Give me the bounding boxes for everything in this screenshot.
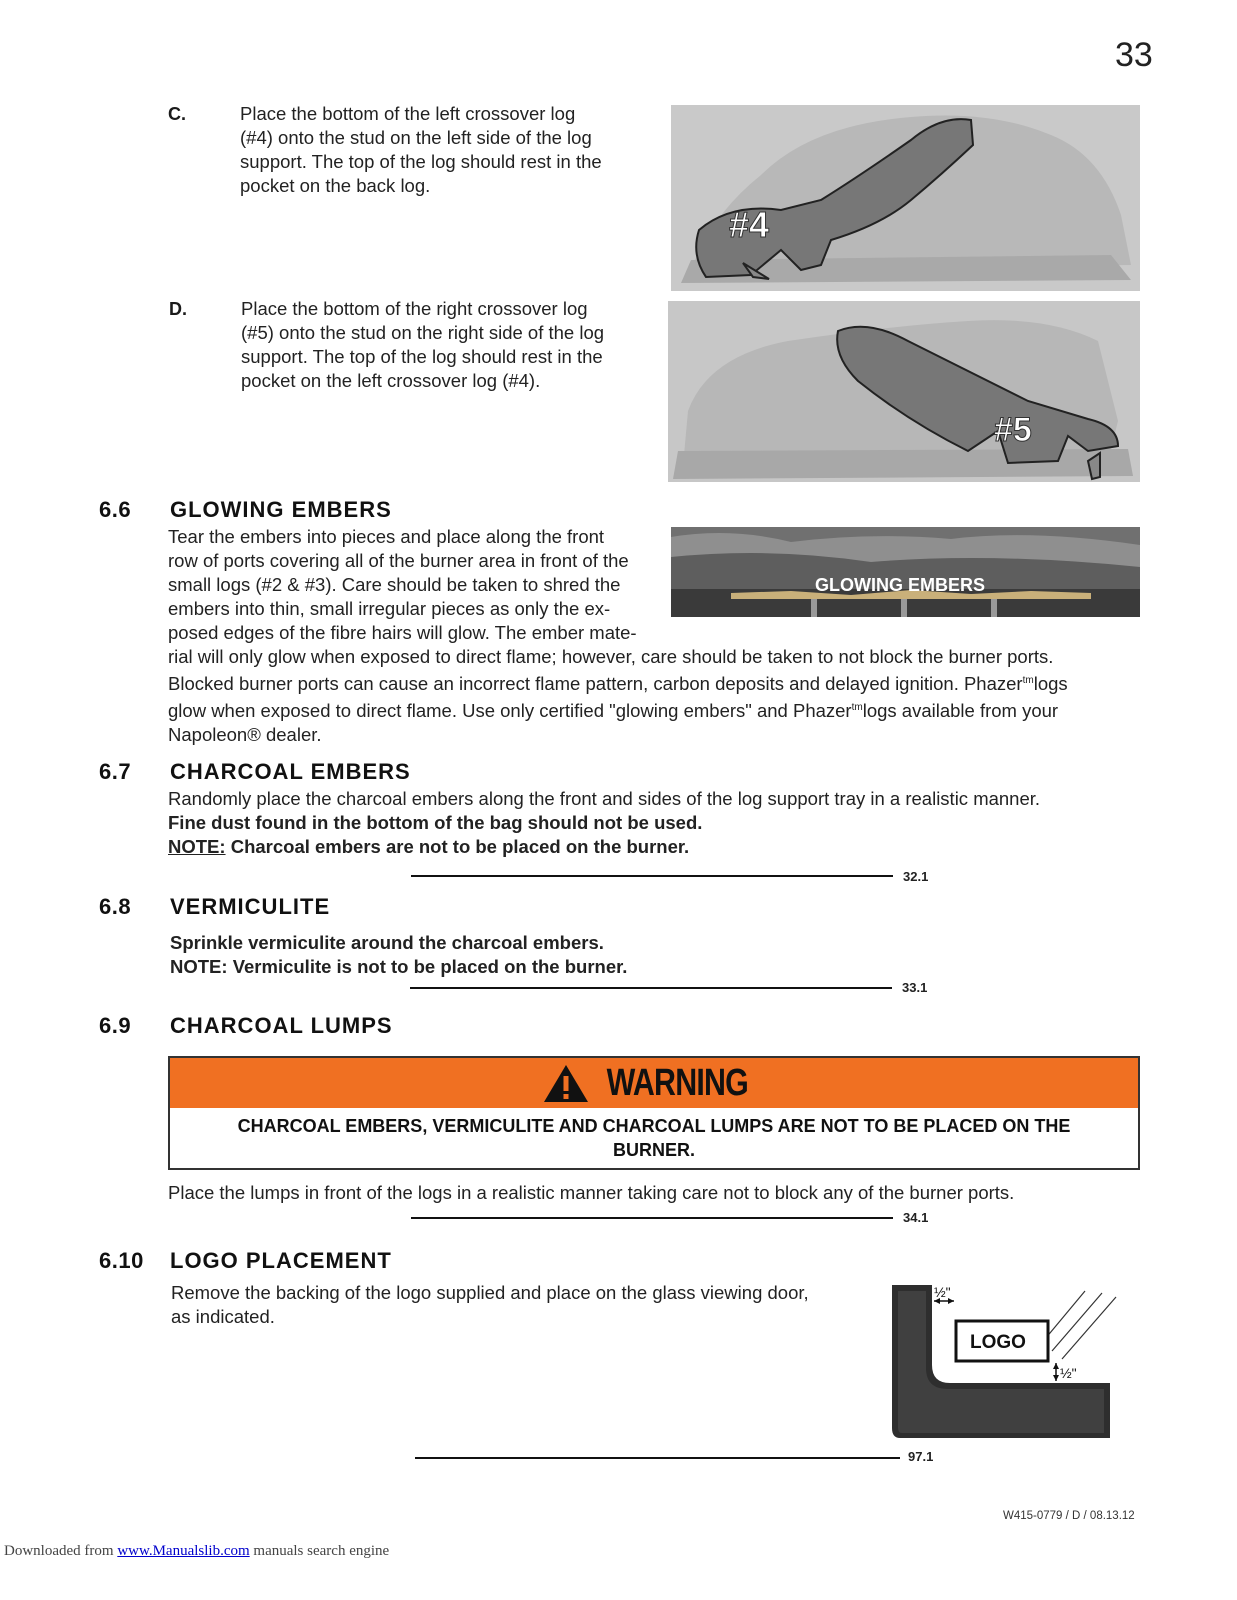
section-6-7-body <box>168 787 1168 859</box>
text-line: BURNER. <box>612 1140 695 1160</box>
step-c-letter: C. <box>168 104 186 124</box>
step-d-line: support. The top of the log should rest in the <box>241 346 603 367</box>
section-6-10-title: LOGO PLACEMENT <box>170 1248 392 1273</box>
reference-number: 33.1 <box>902 980 928 995</box>
reference-number: 97.1 <box>908 1449 934 1464</box>
text-line: rial will only glow when exposed to direct flame; however, care should be taken to not block the burner ports. <box>168 646 1054 667</box>
warning-header <box>170 1058 1138 1108</box>
section-6-10-number: 6.10 <box>99 1248 144 1273</box>
text-line: small logs (#2 & #3). Care should be taken to shred the <box>168 574 621 595</box>
text-line <box>168 669 1148 696</box>
log-4-photo <box>671 105 1140 291</box>
reference-rule <box>411 1217 893 1219</box>
section-6-8-number: 6.8 <box>99 894 132 919</box>
warning-text <box>170 1108 1138 1168</box>
text-line: NOTE: Vermiculite is not to be placed on the burner. <box>170 956 628 977</box>
text-fragment: Blocked burner ports can cause an incorrect flame pattern, carbon deposits and delayed ignition. Phazer <box>168 673 1023 695</box>
warning-title: WARNING <box>606 1061 748 1104</box>
warning-box <box>168 1056 1140 1170</box>
step-d-letter: D. <box>169 299 187 319</box>
section-6-9-number: 6.9 <box>99 1013 132 1038</box>
section-6-6-title: GLOWING EMBERS <box>170 497 392 522</box>
log-4-label: #4 <box>729 204 770 245</box>
section-6-9-body: Place the lumps in front of the logs in a realistic manner taking care not to block any of the burner ports. <box>168 1182 1015 1203</box>
dimension-top-label: ½" <box>934 1284 951 1300</box>
section-6-10-body <box>171 1281 871 1329</box>
step-c-text <box>240 102 650 198</box>
glowing-embers-photo <box>671 527 1140 617</box>
step-d-line: pocket on the left crossover log (#4). <box>241 370 541 391</box>
section-6-9-title: CHARCOAL LUMPS <box>170 1013 393 1038</box>
section-6-6-wide-text <box>168 645 1148 747</box>
text-line: embers into thin, small irregular pieces as only the ex- <box>168 598 611 619</box>
section-6-8-body <box>170 931 870 979</box>
text-line: Randomly place the charcoal embers along the front and sides of the log support tray in a realistic manner. <box>168 788 1041 809</box>
download-suffix: manuals search engine <box>249 1543 390 1559</box>
step-d-text <box>241 297 651 393</box>
step-d-line: (#5) onto the stud on the right side of the log <box>241 322 605 343</box>
section-6-6-number: 6.6 <box>99 497 132 522</box>
text-line: row of ports covering all of the burner area in front of the <box>168 550 629 571</box>
document-code: W415-0779 / D / 08.13.12 <box>1003 1510 1135 1522</box>
text-line: posed edges of the fibre hairs will glow. The ember mate- <box>168 622 637 643</box>
section-6-8-title: VERMICULITE <box>170 894 331 919</box>
section-6-7-title: CHARCOAL EMBERS <box>170 759 411 784</box>
dimension-right-label: ½" <box>1060 1365 1077 1381</box>
log-5-photo <box>668 301 1140 482</box>
text-fragment: glow when exposed to direct flame. Use only certified "glowing embers" and Phazer <box>168 700 852 722</box>
text-line: as indicated. <box>171 1306 275 1327</box>
reference-number: 34.1 <box>903 1210 929 1225</box>
reference-rule <box>415 1457 900 1459</box>
step-c-line: (#4) onto the stud on the left side of the log <box>240 127 592 148</box>
log-5-illustration <box>668 301 1140 482</box>
log-4-illustration <box>671 105 1140 291</box>
log-5-label: #5 <box>994 411 1032 449</box>
tm-mark: tm <box>851 702 863 714</box>
warning-triangle-icon <box>543 1063 589 1103</box>
reference-rule <box>410 987 892 989</box>
text-line: Tear the embers into pieces and place along the front <box>168 526 605 547</box>
door-corner-diagram <box>890 1283 1120 1443</box>
logo-label: LOGO <box>970 1332 1026 1353</box>
logo-placement-diagram <box>890 1283 1120 1443</box>
download-prefix: Downloaded from <box>4 1543 118 1559</box>
page-number: 33 <box>1115 36 1153 74</box>
glowing-embers-label: GLOWING EMBERS <box>815 575 985 595</box>
step-c-line: pocket on the back log. <box>240 175 431 196</box>
manualslib-link[interactable]: www.Manualslib.com <box>117 1543 250 1559</box>
step-c-line: Place the bottom of the left crossover log <box>240 103 576 124</box>
text-line: CHARCOAL EMBERS, VERMICULITE AND CHARCOAL LUMPS ARE NOT TO BE PLACED ON THE <box>237 1116 1071 1136</box>
step-d-line: Place the bottom of the right crossover log <box>241 298 588 319</box>
note-line <box>168 835 1168 859</box>
note-text: Charcoal embers are not to be placed on the burner. <box>225 836 690 857</box>
tm-mark: tm <box>1022 675 1034 686</box>
text-line: Sprinkle vermiculite around the charcoal embers. <box>170 932 604 953</box>
glowing-embers-illustration <box>671 527 1140 617</box>
text-line: Remove the backing of the logo supplied and place on the glass viewing door, <box>171 1282 809 1303</box>
text-line: Fine dust found in the bottom of the bag should not be used. <box>168 812 703 833</box>
section-6-6-narrow-text <box>168 525 668 645</box>
download-attribution <box>4 1543 389 1560</box>
reference-number: 32.1 <box>903 869 929 884</box>
note-label: NOTE: <box>168 836 226 857</box>
text-fragment: logs available from your <box>862 700 1059 722</box>
step-c-line: support. The top of the log should rest in the <box>240 151 602 172</box>
reference-rule <box>411 875 893 877</box>
text-line <box>168 696 1148 723</box>
text-fragment: logs <box>1033 673 1068 695</box>
section-6-7-number: 6.7 <box>99 759 132 784</box>
text-line: Napoleon® dealer. <box>168 724 322 746</box>
